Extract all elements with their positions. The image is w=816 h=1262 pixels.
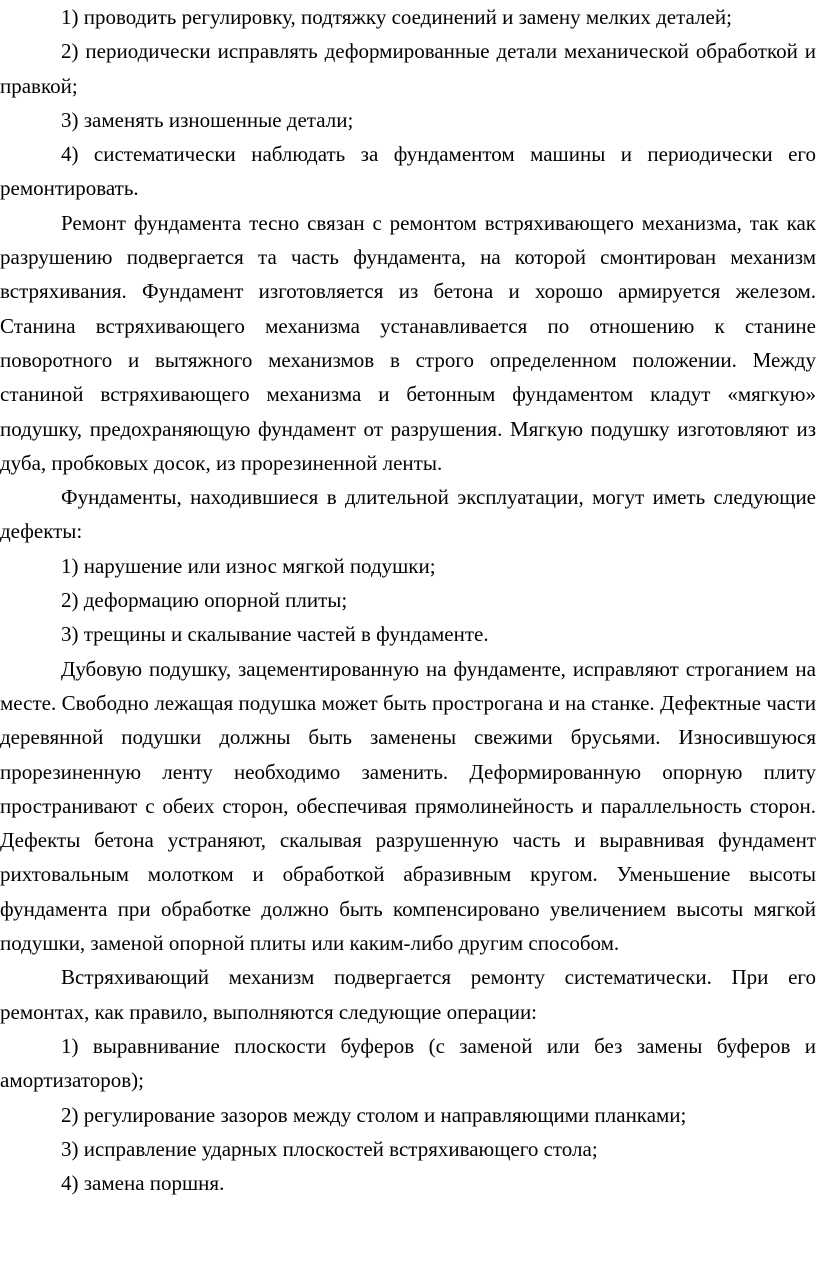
- paragraph-jolting-mechanism-intro: Встряхивающий механизм подвергается ремонту систематически. При его ремонтах, как правило, выполняются следующие операции:: [0, 965, 816, 1024]
- list-item-cracks: 3) трещины и скалывание частей в фундаменте.: [61, 622, 489, 647]
- paragraph-foundation-repair: Ремонт фундамента тесно связан с ремонтом встряхивающего механизма, так как разрушению подвергается та часть фундамента, на которой смонтирован механизм встряхивания. Фундамент изготовляется из бетона и хорошо армируется железом. Станина встряхивающего механизма устанавливается по отношению к станине поворотного и вытяжного механизмов в строго определенном положении. Между станиной встряхивающего механизма и бетонным фундаментом кладут «мягкую» подушку, предохраняющую фундамент от разрушения. Мягкую подушку изготовляют из дуба, пробковых досок, из прорезиненной ленты.: [0, 210, 816, 475]
- list-item-fix-deformed-parts: 2) периодически исправлять деформированные детали механической обработкой и правкой;: [0, 39, 816, 98]
- paragraph-cushion-repair: Дубовую подушку, зацементированную на фундаменте, исправляют строганием на месте. Свободно лежащая подушка может быть прострогана и на станке. Дефектные части деревянной подушки должны быть заменены свежими брусьями. Износившуюся прорезиненную ленту необходимо заменить. Деформированную опорную плиту пространивают с обеих сторон, обеспечивая прямолинейность и параллельность сторон. Дефекты бетона устраняют, скалывая разрушенную часть и выравнивая фундамент рихтовальным молотком и обработкой абразивным кругом. Уменьшение высоты фундамента при обработке должно быть компенсировано увеличением высоты мягкой подушки, заменой опорной плиты или каким-либо другим способом.: [0, 656, 816, 956]
- list-item-buffer-leveling: 1) выравнивание плоскости буферов (с заменой или без замены буферов и амортизаторов);: [0, 1033, 816, 1093]
- list-item-plate-deformation: 2) деформацию опорной плиты;: [61, 588, 348, 613]
- list-item-gap-adjustment: 2) регулирование зазоров между столом и направляющими планками;: [61, 1102, 687, 1127]
- list-item-monitor-foundation: 4) систематически наблюдать за фундаментом машины и периодически его ремонтировать.: [0, 142, 816, 201]
- list-item-impact-surfaces: 3) исправление ударных плоскостей встряхивающего стола;: [61, 1136, 598, 1161]
- list-item-piston-replacement: 4) замена поршня.: [61, 1171, 225, 1196]
- paragraph-foundation-defects-intro: Фундаменты, находившиеся в длительной эксплуатации, могут иметь следующие дефекты:: [0, 485, 816, 544]
- list-item-adjust-connections: 1) проводить регулировку, подтяжку соединений и замену мелких деталей;: [61, 5, 732, 29]
- list-item-replace-worn-parts: 3) заменять изношенные детали;: [61, 107, 354, 132]
- list-item-cushion-wear: 1) нарушение или износ мягкой подушки;: [61, 553, 436, 578]
